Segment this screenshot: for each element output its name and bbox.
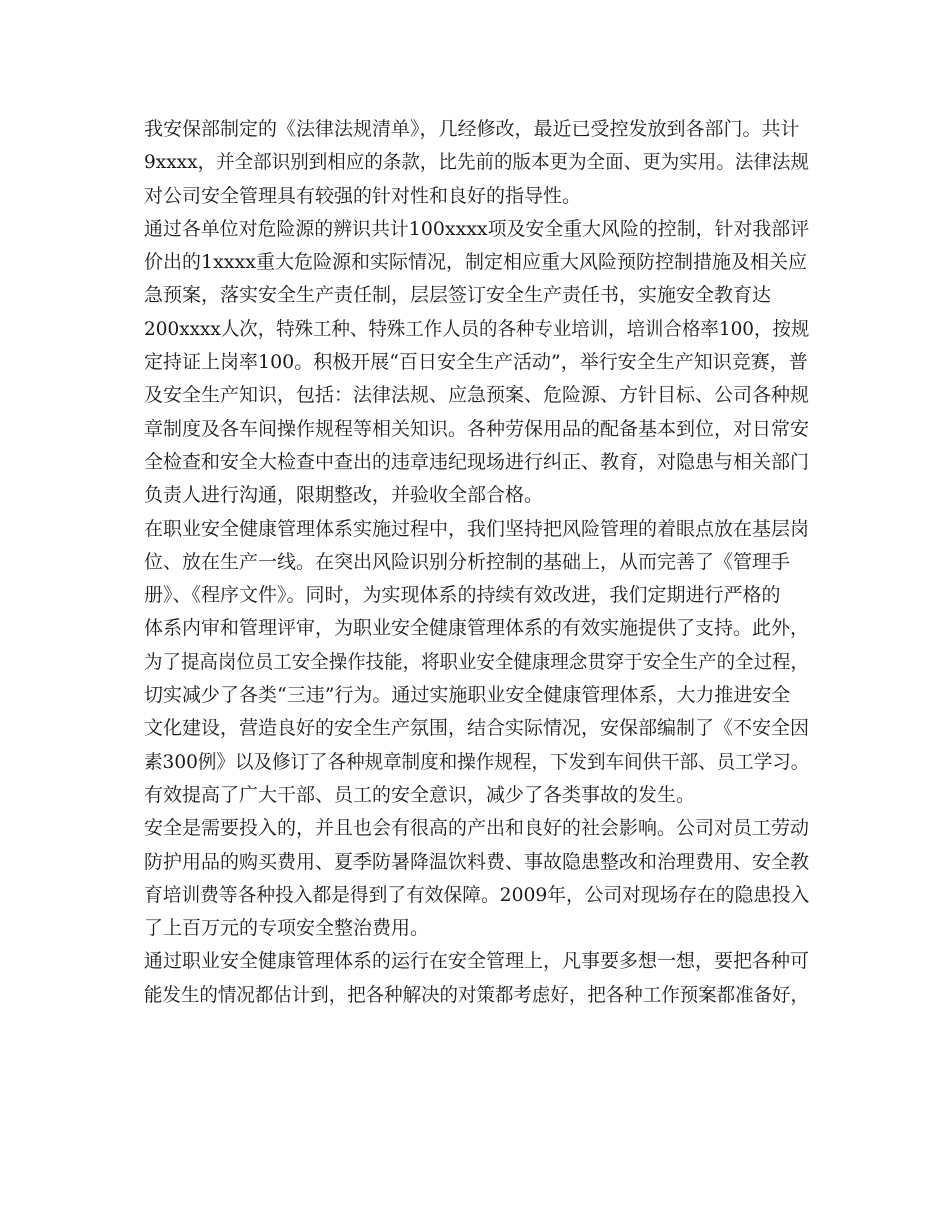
text-line: 全检查和安全大检查中查出的违章违纪现场进行纠正、教育，对隐患与相关部门 (144, 450, 810, 473)
paragraph-system-operation (144, 945, 809, 1012)
text-line: 素300例》以及修订了各种规章制度和操作规程，下发到车间供干部、员工学习。 (144, 750, 810, 773)
text-line: 为了提高岗位员工安全操作技能，将职业安全健康理念贯穿于安全生产的全过程， (144, 650, 809, 673)
paragraph-legal-list (144, 113, 809, 213)
text-line: 有效提高了广大干部、员工的安全意识，减少了各类事故的发生。 (144, 783, 696, 806)
text-line: 了上百万元的专项安全整治费用。 (144, 917, 430, 940)
paragraph-ohs-management-system (144, 513, 809, 813)
text-line: 育培训费等各种投入都是得到了有效保障。2009年，公司对现场存在的隐患投入 (144, 883, 810, 906)
text-line: 章制度及各车间操作规程等相关知识。各种劳保用品的配备基本到位，对日常安 (144, 417, 810, 440)
text-line: 防护用品的购买费用、夏季防暑降温饮料费、事故隐患整改和治理费用、安全教 (144, 850, 810, 873)
text-line: 我安保部制定的《法律法规清单》，几经修改，最近已受控发放到各部门。共计 (144, 118, 800, 140)
text-line: 能发生的情况都估计到，把各种解决的对策都考虑好，把各种工作预案都准备好， (144, 983, 809, 1006)
text-line: 切实减少了各类“三违”行为。通过实施职业安全健康管理体系，大力推进安全 (144, 684, 791, 707)
text-line: 对公司安全管理具有较强的针对性和良好的指导性。 (144, 184, 582, 207)
text-line: 200xxxx人次，特殊工种、特殊工作人员的各种专业培训，培训合格率100，按规 (144, 317, 810, 340)
text-line: 在职业安全健康管理体系实施过程中，我们坚持把风险管理的着眼点放在基层岗 (144, 517, 810, 540)
text-line: 安全是需要投入的，并且也会有很高的产出和良好的社会影响。公司对员工劳动 (144, 817, 810, 840)
text-line: 及安全生产知识，包括：法律法规、应急预案、危险源、方针目标、公司各种规 (144, 384, 810, 407)
text-line: 文化建设，营造良好的安全生产氛围，结合实际情况，安保部编制了《不安全因 (144, 717, 810, 740)
text-line: 通过各单位对危险源的辨识共计100xxxx项及安全重大风险的控制，针对我部评 (144, 217, 810, 240)
text-line: 定持证上岗率100。积极开展“百日安全生产活动”，举行安全生产知识竞赛，普 (144, 351, 808, 374)
text-line: 负责人进行沟通，限期整改，并验收全部合格。 (144, 484, 544, 507)
text-line: 价出的1xxxx重大危险源和实际情况，制定相应重大风险预防控制措施及相关应 (144, 251, 807, 274)
text-line: 册》、《程序文件》。同时，为实现体系的持续有效改进，我们定期进行严格的 (144, 584, 781, 607)
paragraph-hazard-control (144, 213, 809, 513)
text-line: 急预案，落实安全生产责任制，层层签订安全生产责任书，实施安全教育达 (144, 284, 772, 307)
text-line: 9xxxx，并全部识别到相应的条款，比先前的版本更为全面、更为实用。法律法规 (144, 151, 809, 174)
text-line: 位、放在生产一线。在突出风险识别分析控制的基础上，从而完善了《管理手 (144, 550, 791, 573)
text-line: 通过职业安全健康管理体系的运行在安全管理上，凡事要多想一想，要把各种可 (144, 950, 810, 973)
paragraph-safety-investment (144, 812, 809, 945)
document-body (144, 113, 809, 1012)
text-line: 体系内审和管理评审，为职业安全健康管理体系的有效实施提供了支持。此外， (144, 617, 810, 640)
